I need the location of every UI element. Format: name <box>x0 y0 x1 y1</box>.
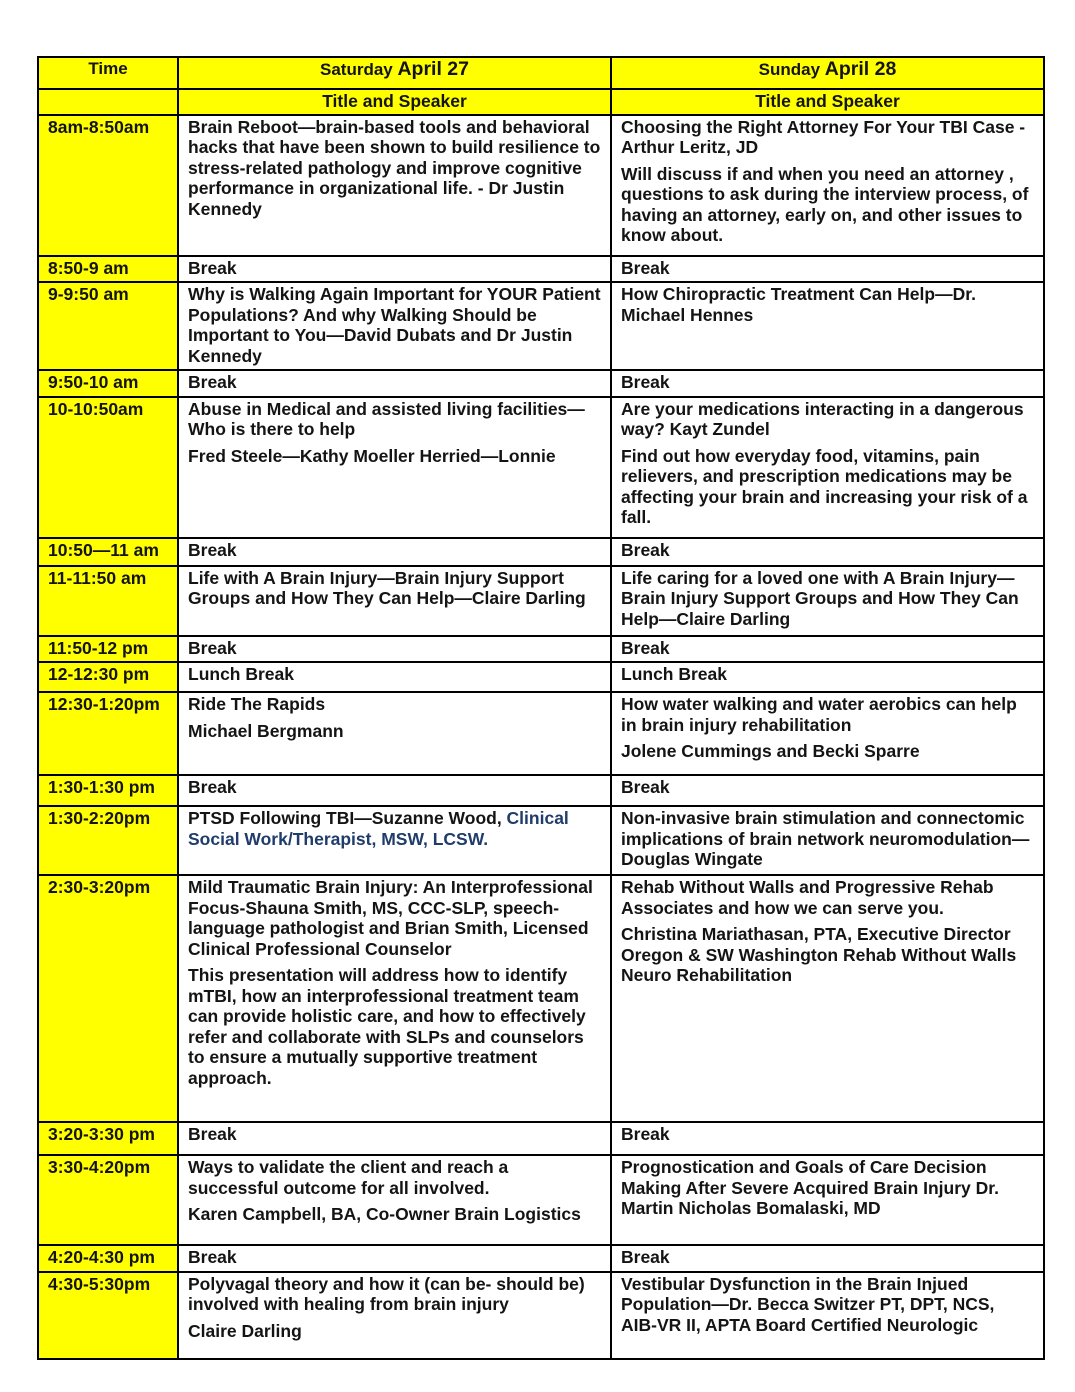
saturday-session <box>178 1122 611 1155</box>
session-text: Rehab Without Walls and Progressive Rehab Associates and how we can serve you. <box>621 877 994 918</box>
session-text: Ride The Rapids <box>188 694 326 714</box>
sunday-session <box>611 282 1044 370</box>
session-text: Break <box>621 372 670 392</box>
table-row <box>38 875 1044 1122</box>
time-cell: 11-11:50 am <box>38 566 178 636</box>
table-row <box>38 775 1044 806</box>
saturday-session <box>178 566 611 636</box>
saturday-session <box>178 1245 611 1272</box>
session-text: Break <box>621 1124 670 1144</box>
sunday-session <box>611 538 1044 566</box>
sunday-session <box>611 1245 1044 1272</box>
saturday-date: April 27 <box>397 58 469 80</box>
table-row <box>38 1245 1044 1272</box>
sunday-session <box>611 875 1044 1122</box>
session-text: Brain Reboot—brain-based tools and behavioral hacks that have been shown to build resilience to stress-related pathology and improve cognitive performance in organizational life. - Dr Justin Kennedy <box>188 116 601 219</box>
sunday-session <box>611 1122 1044 1155</box>
session-text: Break <box>188 1124 237 1144</box>
session-text: Vestibular Dysfunction in the Brain Injued Population—Dr. Becca Switzer PT, DPT, NCS, AIB-VR II, APTA Board Certified Neurologic <box>621 1273 995 1335</box>
sunday-session <box>611 115 1044 256</box>
session-text: Polyvagal theory and how it (can be- should be) involved with healing from brain injury <box>188 1273 585 1314</box>
session-text: Mild Traumatic Brain Injury: An Interprofessional Focus-Shauna Smith, MS, CCC-SLP, speech-language pathologist and Brian Smith, Licensed Clinical Professional Counselor <box>188 877 593 959</box>
time-cell: 12:30-1:20pm <box>38 692 178 775</box>
subheader-time-empty <box>38 89 178 115</box>
saturday-session <box>178 256 611 283</box>
saturday-subheader: Title and Speaker <box>178 89 611 115</box>
time-cell: 2:30-3:20pm <box>38 875 178 1122</box>
sunday-session <box>611 806 1044 875</box>
schedule-table <box>37 56 1045 1360</box>
table-row <box>38 370 1044 397</box>
session-text: Karen Campbell, BA, Co-Owner Brain Logistics <box>188 1204 581 1224</box>
table-row <box>38 1122 1044 1155</box>
saturday-session <box>178 282 611 370</box>
session-text: Break <box>621 777 670 797</box>
time-cell: 9-9:50 am <box>38 282 178 370</box>
session-text: Non-invasive brain stimulation and connectomic implications of brain network neuromodulation—Douglas Wingate <box>621 808 1030 869</box>
time-cell: 11:50-12 pm <box>38 636 178 663</box>
saturday-session <box>178 662 611 692</box>
session-text: Break <box>621 257 670 278</box>
session-text: Why is Walking Again Important for YOUR Patient Populations? And why Walking Should be Important to You—David Dubats and Dr Justin Kennedy <box>188 284 601 366</box>
time-cell: 4:30-5:30pm <box>38 1272 178 1359</box>
time-cell: 9:50-10 am <box>38 370 178 397</box>
saturday-session <box>178 775 611 806</box>
time-cell: 10-10:50am <box>38 397 178 538</box>
session-text: Lunch Break <box>621 664 727 684</box>
sunday-session <box>611 566 1044 636</box>
time-cell: 10:50—11 am <box>38 538 178 566</box>
session-text: Break <box>188 539 237 560</box>
sunday-session <box>611 370 1044 397</box>
saturday-weekday: Saturday <box>319 60 393 79</box>
session-text: Break <box>621 539 670 560</box>
time-cell: 8:50-9 am <box>38 256 178 283</box>
session-text: Lunch Break <box>188 664 294 684</box>
session-text: Break <box>621 637 670 658</box>
sunday-session <box>611 397 1044 538</box>
sunday-session <box>611 1155 1044 1245</box>
subheader-row <box>38 89 1044 115</box>
sunday-session <box>611 636 1044 663</box>
time-cell: 3:20-3:30 pm <box>38 1122 178 1155</box>
saturday-header <box>178 57 611 89</box>
table-row <box>38 692 1044 775</box>
table-row <box>38 397 1044 538</box>
session-text: Find out how everyday food, vitamins, pain relievers, and prescription medications may be affecting your brain and increasing your risk of a fall. <box>621 445 1028 527</box>
table-row <box>38 662 1044 692</box>
table-row <box>38 806 1044 875</box>
saturday-session <box>178 1272 611 1359</box>
sunday-session <box>611 256 1044 283</box>
time-cell: 1:30-1:30 pm <box>38 775 178 806</box>
session-text: Break <box>621 1247 670 1267</box>
session-text: Life caring for a loved one with A Brain Injury—Brain Injury Support Groups and How They Can Help—Claire Darling <box>621 567 1019 629</box>
sunday-subheader: Title and Speaker <box>611 89 1044 115</box>
session-text: Life with A Brain Injury—Brain Injury Support Groups and How They Can Help—Claire Darling <box>188 567 586 608</box>
session-text: Prognostication and Goals of Care Decision Making After Severe Acquired Brain Injury Dr. Martin Nicholas Bomalaski, MD <box>621 1157 999 1218</box>
session-text: Fred Steele—Kathy Moeller Herried—Lonnie <box>188 445 556 466</box>
session-text: This presentation will address how to identify mTBI, how an interprofessional treatment team can provide holistic care, and how to effectively refer and collaborate with SLPs and counselors to ensure a mutually supportive treatment approach. <box>188 965 586 1088</box>
session-text: Break <box>188 372 237 392</box>
session-text: Michael Bergmann <box>188 720 344 741</box>
credentials-end: . <box>483 828 489 849</box>
session-text: Are your medications interacting in a dangerous way? Kayt Zundel <box>621 398 1024 439</box>
session-text: How Chiropractic Treatment Can Help—Dr. Michael Hennes <box>621 284 976 325</box>
time-cell: 4:20-4:30 pm <box>38 1245 178 1272</box>
saturday-session <box>178 1155 611 1245</box>
table-row <box>38 636 1044 663</box>
sunday-session <box>611 1272 1044 1359</box>
session-text <box>188 808 601 849</box>
session-text: Jolene Cummings and Becki Sparre <box>621 741 920 761</box>
saturday-session <box>178 370 611 397</box>
saturday-session <box>178 538 611 566</box>
session-text: Claire Darling <box>188 1320 302 1341</box>
sunday-session <box>611 775 1044 806</box>
table-row <box>38 256 1044 283</box>
saturday-session <box>178 397 611 538</box>
sunday-session <box>611 692 1044 775</box>
table-row <box>38 282 1044 370</box>
table-row <box>38 566 1044 636</box>
time-cell: 8am-8:50am <box>38 115 178 256</box>
time-cell: 3:30-4:20pm <box>38 1155 178 1245</box>
sunday-session <box>611 662 1044 692</box>
saturday-session <box>178 115 611 256</box>
session-text: Choosing the Right Attorney For Your TBI Case -Arthur Leritz, JD <box>621 116 1026 157</box>
saturday-session <box>178 875 611 1122</box>
session-text: Break <box>188 1247 237 1267</box>
session-text: Abuse in Medical and assisted living facilities—Who is there to help <box>188 398 585 439</box>
session-text: Will discuss if and when you need an attorney , questions to ask during the interview process, of having an attorney, early on, and other issues to know about. <box>621 163 1029 245</box>
sunday-header <box>611 57 1044 89</box>
saturday-session <box>178 636 611 663</box>
session-text: Christina Mariathasan, PTA, Executive Director Oregon & SW Washington Rehab Without Walls Neuro Rehabilitation <box>621 924 1017 985</box>
sunday-date: April 28 <box>824 58 897 80</box>
saturday-session <box>178 806 611 875</box>
session-text: Break <box>188 777 237 797</box>
session-text: How water walking and water aerobics can help in brain injury rehabilitation <box>621 694 1017 735</box>
table-row <box>38 1155 1044 1245</box>
time-cell: 12-12:30 pm <box>38 662 178 692</box>
session-text: Break <box>188 637 237 658</box>
saturday-session <box>178 692 611 775</box>
table-row <box>38 1272 1044 1359</box>
session-title: PTSD Following TBI—Suzanne Wood, <box>188 808 507 828</box>
table-row <box>38 115 1044 256</box>
speaker-credentials: Clinical Social Work/Therapist, MSW, LCSW <box>188 808 569 849</box>
header-row <box>38 57 1044 89</box>
time-header: Time <box>38 57 178 89</box>
session-text: Break <box>188 257 237 278</box>
session-text: Ways to validate the client and reach a successful outcome for all involved. <box>188 1157 509 1198</box>
sunday-weekday: Sunday <box>758 60 821 79</box>
table-row <box>38 538 1044 566</box>
time-cell: 1:30-2:20pm <box>38 806 178 875</box>
